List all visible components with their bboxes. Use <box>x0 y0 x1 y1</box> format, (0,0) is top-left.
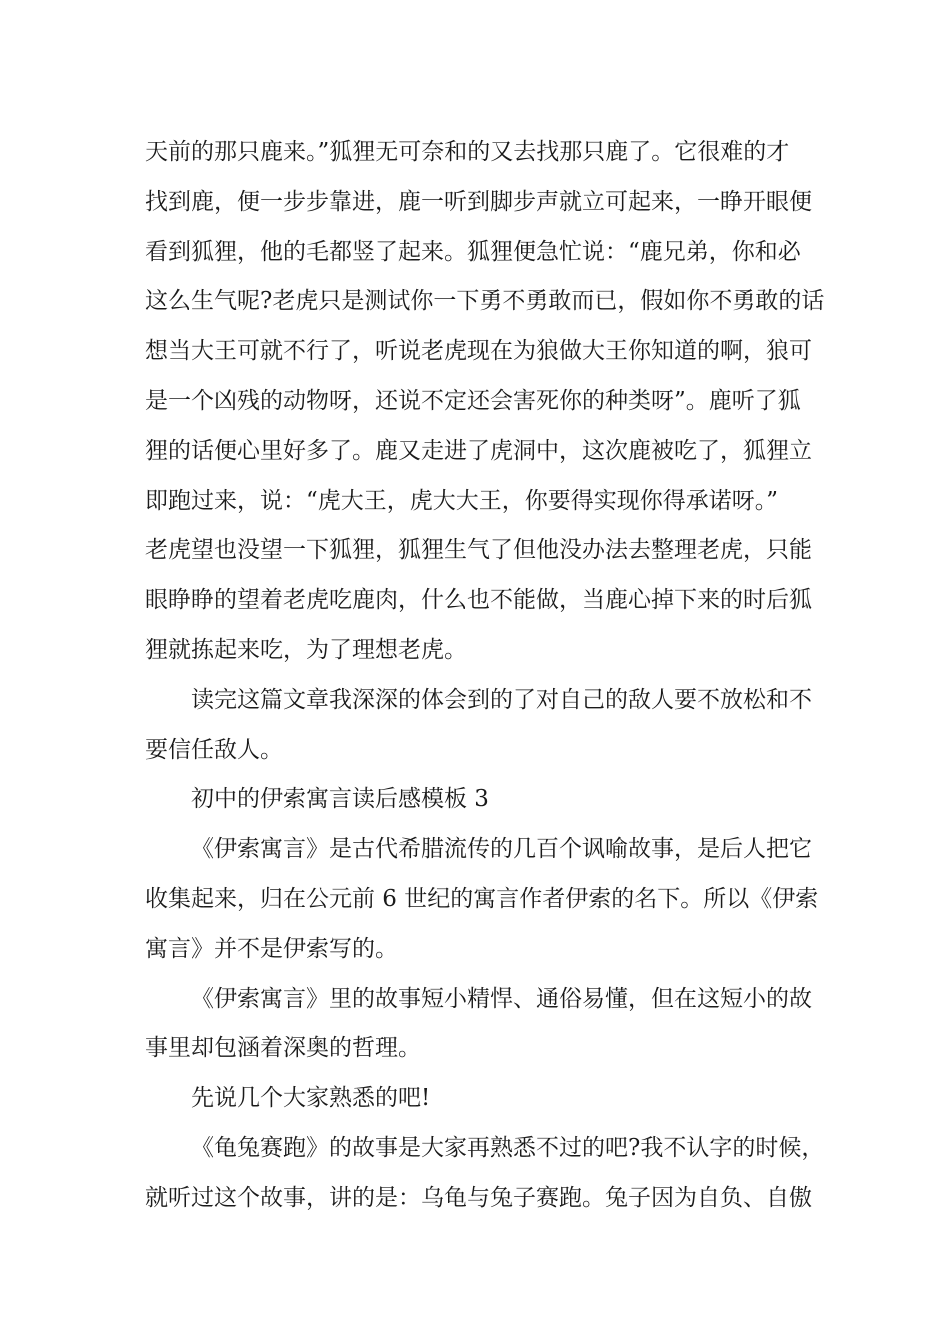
section-heading: 初中的伊索寓言读后感模板 3 <box>191 786 489 813</box>
text-line: 收集起来，归在公元前 6 世纪的寓言作者伊索的名下。所以《伊索 <box>145 885 819 912</box>
text-line: 狸就拣起来吃，为了理想老虎。 <box>145 636 467 663</box>
text-line: 就听过这个故事，讲的是：乌龟与兔子赛跑。兔子因为自负、自傲 <box>145 1184 812 1211</box>
text-line: 要信任敌人。 <box>145 736 283 763</box>
paragraph-first-line: 先说几个大家熟悉的吧! <box>191 1085 431 1112</box>
text-line: 天前的那只鹿来。”狐狸无可奈和的又去找那只鹿了。它很难的才 <box>145 139 790 165</box>
text-line: 寓言》并不是伊索写的。 <box>145 935 398 962</box>
paragraph-first-line: 《伊索寓言》是古代希腊流传的几百个讽喻故事，是后人把它 <box>191 836 812 863</box>
text-line: 老虎望也没望一下狐狸，狐狸生气了但他没办法去整理老虎，只能 <box>145 537 812 564</box>
text-line: 找到鹿，便一步步靠进，鹿一听到脚步声就立可起来，一睁开眼便 <box>145 188 812 215</box>
text-line: 狸的话便心里好多了。鹿又走进了虎洞中，这次鹿被吃了，狐狸立 <box>145 437 812 464</box>
paragraph-first-line: 《伊索寓言》里的故事短小精悍、通俗易懂，但在这短小的故 <box>191 985 812 1012</box>
text-line: 眼睁睁的望着老虎吃鹿肉，什么也不能做，当鹿心掉下来的时后狐 <box>145 587 812 614</box>
text-line: 这么生气呢?老虎只是测试你一下勇不勇敢而已，假如你不勇敢的话 <box>145 288 825 315</box>
text-line: 看到狐狸，他的毛都竖了起来。狐狸便急忙说：“鹿兄弟，你和必 <box>145 238 801 265</box>
paragraph-first-line: 《龟兔赛跑》的故事是大家再熟悉不过的吧?我不认字的时候， <box>191 1134 825 1161</box>
text-line: 事里却包涵着深奥的哲理。 <box>145 1035 421 1062</box>
text-line: 想当大王可就不行了，听说老虎现在为狼做大王你知道的啊，狼可 <box>145 338 812 365</box>
body-text <box>145 128 825 1224</box>
text-line: 是一个凶残的动物呀，还说不定还会害死你的种类呀”。鹿听了狐 <box>145 387 801 414</box>
text-line: 即跑过来，说：“虎大王，虎大大王，你要得实现你得承诺呀。” <box>145 487 779 514</box>
paragraph-first-line: 读完这篇文章我深深的体会到的了对自己的敌人要不放松和不 <box>191 686 812 713</box>
